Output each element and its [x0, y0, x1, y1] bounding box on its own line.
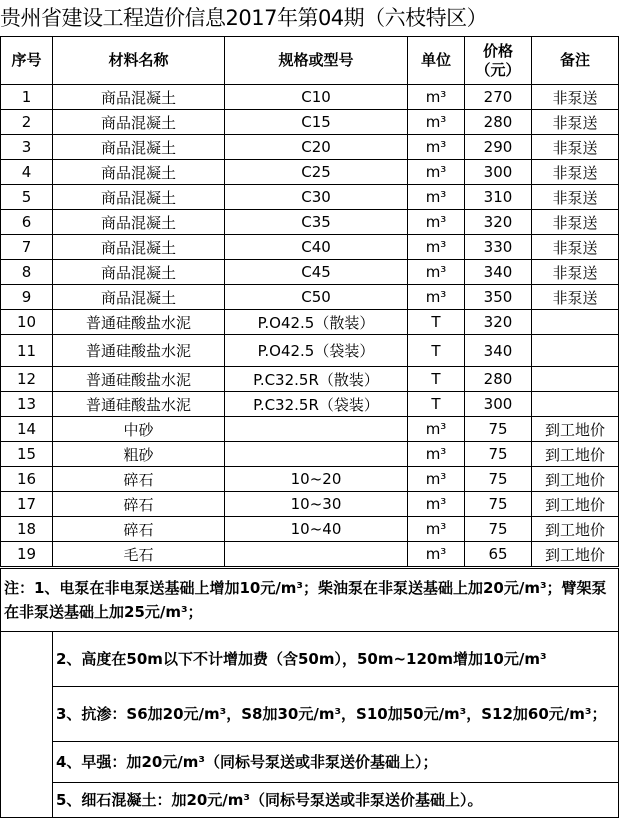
cell-price: 75: [465, 467, 532, 492]
table-row: [1, 367, 619, 392]
cell-unit: T: [408, 392, 465, 417]
table-row: [1, 417, 619, 442]
cell-spec: C50: [225, 285, 408, 310]
header-seq: 序号: [1, 37, 53, 85]
cell-name: 碎石: [53, 492, 225, 517]
cell-name: 粗砂: [53, 442, 225, 467]
cell-name: 碎石: [53, 517, 225, 542]
cell-price: 340: [465, 260, 532, 285]
cell-price: 330: [465, 235, 532, 260]
header-unit: 单位: [408, 37, 465, 85]
cell-price: 300: [465, 160, 532, 185]
cell-seq: 2: [1, 110, 53, 135]
cell-spec: C25: [225, 160, 408, 185]
cell-price: 65: [465, 542, 532, 567]
cell-name: 商品混凝土: [53, 235, 225, 260]
cell-seq: 9: [1, 285, 53, 310]
cell-name: 商品混凝土: [53, 160, 225, 185]
cell-spec: C20: [225, 135, 408, 160]
cell-price: 340: [465, 335, 532, 367]
notes-table: [0, 568, 619, 818]
cell-price: 75: [465, 492, 532, 517]
table-row: [1, 285, 619, 310]
cell-price: 300: [465, 392, 532, 417]
cell-note: 到工地价: [532, 542, 619, 567]
cell-note: [532, 392, 619, 417]
cell-price: 280: [465, 367, 532, 392]
cell-unit: m³: [408, 210, 465, 235]
cell-name: 普通硅酸盐水泥: [53, 335, 225, 367]
cell-name: 中砂: [53, 417, 225, 442]
cell-name: 普通硅酸盐水泥: [53, 310, 225, 335]
header-spec: 规格或型号: [225, 37, 408, 85]
table-row: [1, 160, 619, 185]
table-row: [1, 235, 619, 260]
table-row: [1, 492, 619, 517]
cell-spec: C10: [225, 85, 408, 110]
page-title: 贵州省建设工程造价信息2017年第04期（六枝特区）: [0, 6, 488, 30]
header-price-line2: （元）: [475, 60, 521, 79]
cell-seq: 13: [1, 392, 53, 417]
cell-seq: 6: [1, 210, 53, 235]
cell-note: [532, 335, 619, 367]
table-row: [1, 210, 619, 235]
cell-note: 非泵送: [532, 110, 619, 135]
table-row: [1, 517, 619, 542]
cell-note: 非泵送: [532, 285, 619, 310]
table-row: [1, 542, 619, 567]
cell-price: 320: [465, 310, 532, 335]
cell-spec: [225, 542, 408, 567]
cell-name: 毛石: [53, 542, 225, 567]
cell-note: 非泵送: [532, 235, 619, 260]
note-1: 注：1、电泵在非电泵送基础上增加10元/m³；柴油泵在非泵送基础上加20元/m³；臂架泵在非泵送基础上加25元/m³；: [1, 569, 619, 632]
cell-unit: m³: [408, 542, 465, 567]
cell-name: 商品混凝土: [53, 135, 225, 160]
cell-unit: m³: [408, 135, 465, 160]
table-row: [1, 467, 619, 492]
cell-seq: 4: [1, 160, 53, 185]
cell-unit: T: [408, 310, 465, 335]
cell-price: 280: [465, 110, 532, 135]
cell-seq: 19: [1, 542, 53, 567]
cell-unit: m³: [408, 492, 465, 517]
table-row: [1, 185, 619, 210]
cell-seq: 8: [1, 260, 53, 285]
cell-unit: m³: [408, 417, 465, 442]
cell-seq: 16: [1, 467, 53, 492]
cell-name: 商品混凝土: [53, 260, 225, 285]
cell-spec: [225, 417, 408, 442]
table-row: [1, 442, 619, 467]
notes-indent-cell: [1, 632, 53, 818]
cell-spec: C15: [225, 110, 408, 135]
cell-unit: m³: [408, 235, 465, 260]
cell-name: 普通硅酸盐水泥: [53, 392, 225, 417]
cell-name: 商品混凝土: [53, 285, 225, 310]
cell-price: 270: [465, 85, 532, 110]
cell-note: 非泵送: [532, 135, 619, 160]
cell-spec: C45: [225, 260, 408, 285]
cell-spec: P.C32.5R（袋装）: [225, 392, 408, 417]
cell-spec: C30: [225, 185, 408, 210]
cell-note: 非泵送: [532, 160, 619, 185]
cell-seq: 3: [1, 135, 53, 160]
cell-seq: 12: [1, 367, 53, 392]
table-row: [1, 392, 619, 417]
table-row: [1, 310, 619, 335]
cell-spec: C35: [225, 210, 408, 235]
cell-note: 到工地价: [532, 467, 619, 492]
cell-seq: 17: [1, 492, 53, 517]
note-4: 4、早强：加20元/m³（同标号泵送或非泵送价基础上）；: [53, 742, 619, 783]
cell-note: 非泵送: [532, 185, 619, 210]
table-row: [1, 335, 619, 367]
cell-seq: 1: [1, 85, 53, 110]
cell-price: 350: [465, 285, 532, 310]
cell-note: [532, 310, 619, 335]
cell-note: [532, 367, 619, 392]
cell-seq: 10: [1, 310, 53, 335]
cell-note: 非泵送: [532, 85, 619, 110]
cell-seq: 11: [1, 335, 53, 367]
cell-spec: C40: [225, 235, 408, 260]
table-header-row: [1, 37, 619, 85]
cell-note: 非泵送: [532, 260, 619, 285]
cell-seq: 18: [1, 517, 53, 542]
cell-name: 商品混凝土: [53, 85, 225, 110]
table-row: [1, 85, 619, 110]
cell-unit: m³: [408, 260, 465, 285]
cell-note: 非泵送: [532, 210, 619, 235]
table-row: [1, 260, 619, 285]
cell-seq: 15: [1, 442, 53, 467]
note-2: 2、高度在50m以下不计增加费（含50m），50m~120m增加10元/m³: [53, 632, 619, 687]
cell-price: 310: [465, 185, 532, 210]
cell-note: 到工地价: [532, 492, 619, 517]
cell-note: 到工地价: [532, 442, 619, 467]
price-table: [0, 36, 619, 567]
cell-unit: T: [408, 335, 465, 367]
cell-unit: m³: [408, 467, 465, 492]
cell-seq: 14: [1, 417, 53, 442]
cell-name: 商品混凝土: [53, 110, 225, 135]
header-price-line1: 价格: [482, 41, 513, 60]
cell-note: 到工地价: [532, 417, 619, 442]
header-name: 材料名称: [53, 37, 225, 85]
cell-unit: m³: [408, 517, 465, 542]
cell-note: 到工地价: [532, 517, 619, 542]
cell-spec: P.O42.5（袋装）: [225, 335, 408, 367]
cell-price: 75: [465, 517, 532, 542]
note-3: 3、抗渗：S6加20元/m³，S8加30元/m³，S10加50元/m³，S12加60元/m³；: [53, 687, 619, 742]
cell-unit: m³: [408, 185, 465, 210]
notes-section: [0, 568, 618, 818]
table-row: [1, 135, 619, 160]
note-5: 5、细石混凝土：加20元/m³（同标号泵送或非泵送价基础上）。: [53, 783, 619, 818]
header-note: 备注: [532, 37, 619, 85]
cell-spec: P.C32.5R（散装）: [225, 367, 408, 392]
cell-price: 75: [465, 417, 532, 442]
cell-spec: P.O42.5（散装）: [225, 310, 408, 335]
cell-unit: m³: [408, 85, 465, 110]
cell-price: 290: [465, 135, 532, 160]
cell-spec: 10~40: [225, 517, 408, 542]
cell-seq: 7: [1, 235, 53, 260]
table-row: [1, 110, 619, 135]
cell-name: 普通硅酸盐水泥: [53, 367, 225, 392]
cell-spec: [225, 442, 408, 467]
cell-name: 商品混凝土: [53, 185, 225, 210]
cell-price: 320: [465, 210, 532, 235]
cell-name: 碎石: [53, 467, 225, 492]
cell-unit: m³: [408, 110, 465, 135]
cell-unit: T: [408, 367, 465, 392]
cell-spec: 10~30: [225, 492, 408, 517]
header-price: [465, 37, 532, 85]
cell-seq: 5: [1, 185, 53, 210]
cell-unit: m³: [408, 160, 465, 185]
cell-unit: m³: [408, 442, 465, 467]
cell-price: 75: [465, 442, 532, 467]
cell-spec: 10~20: [225, 467, 408, 492]
cell-unit: m³: [408, 285, 465, 310]
cell-name: 商品混凝土: [53, 210, 225, 235]
